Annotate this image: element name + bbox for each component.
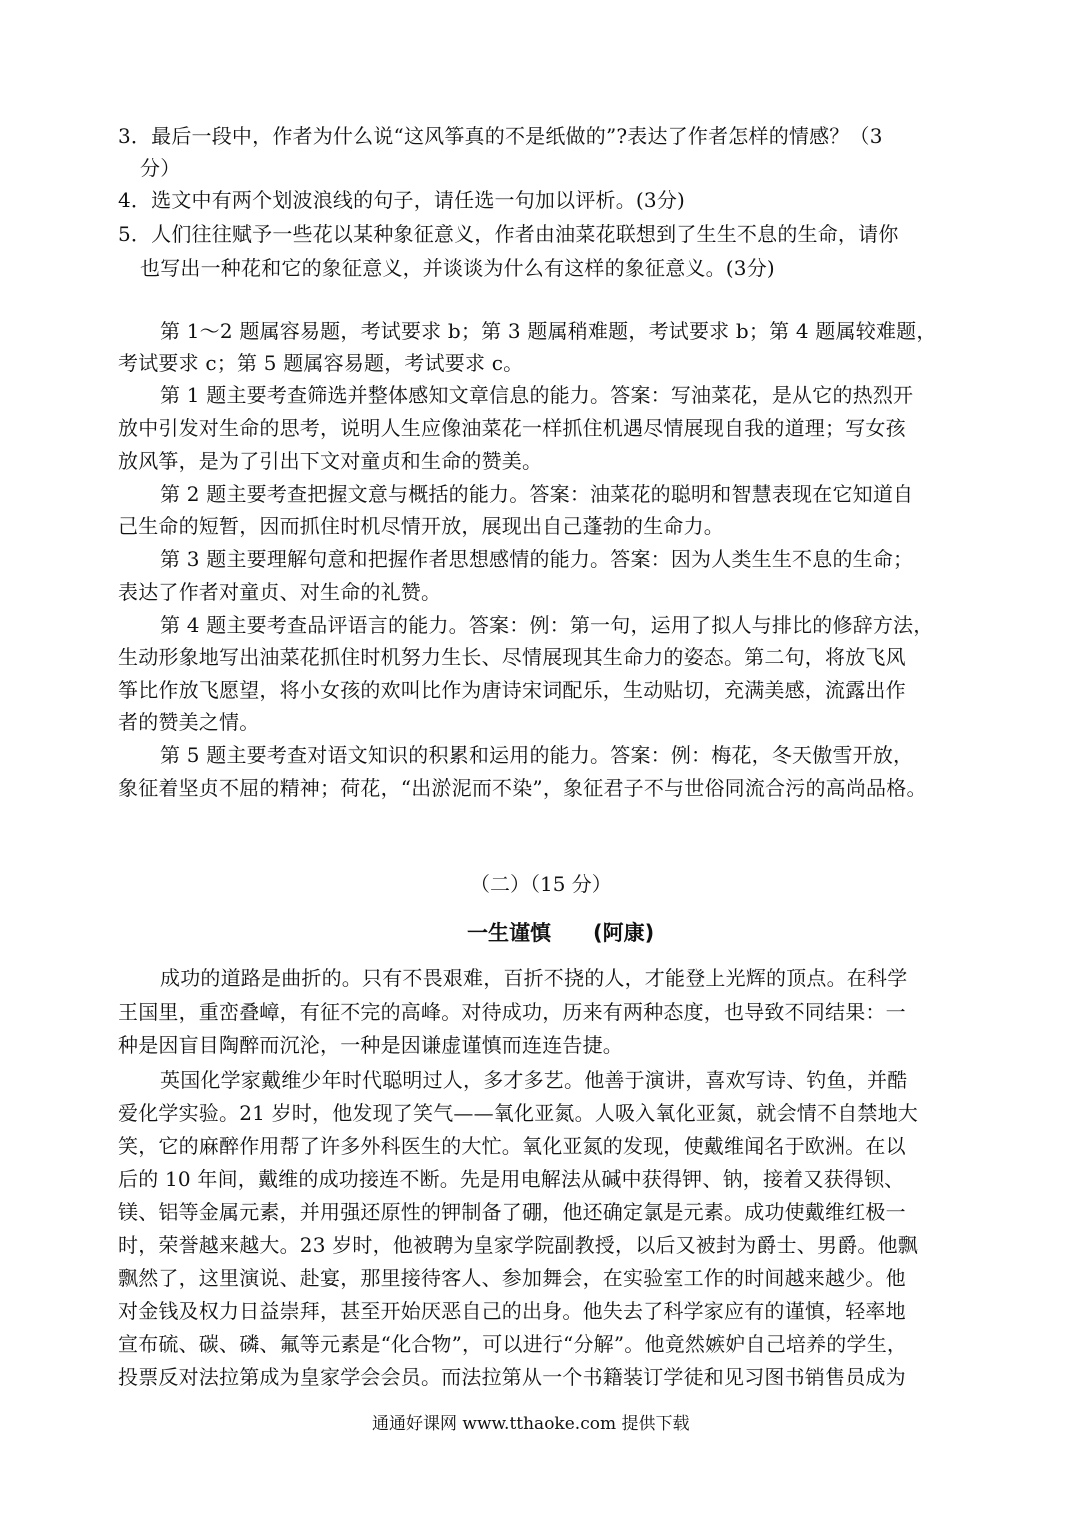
answer-line: 己生命的短暂，因而抓住时机尽情开放，展现出自己蓬勃的生命力。 <box>118 514 724 538</box>
answer-line: 者的赞美之情。 <box>118 710 260 734</box>
question-3-line-1: 3．最后一段中，作者为什么说“这风筝真的不是纸做的”?表达了作者怎样的情感？（3 <box>118 124 883 148</box>
answer-line: 筝比作放飞愿望，将小女孩的欢叫比作为唐诗宋词配乐，生动贴切，充满美感，流露出作 <box>118 678 906 702</box>
article-line: 笑，它的麻醉作用帮了许多外科医生的大忙。氧化亚氮的发现，使戴维闻名于欧洲。在以 <box>118 1134 906 1158</box>
article-line: 王国里，重峦叠嶂，有征不完的高峰。对待成功，历来有两种态度，也导致不同结果：一 <box>118 1000 906 1024</box>
article-line: 投票反对法拉第成为皇家学会会员。而法拉第从一个书籍装订学徒和见习图书销售员成为 <box>118 1365 906 1389</box>
article-line: 飘然了，这里演说、赴宴，那里接待客人、参加舞会，在实验室工作的时间越来越少。他 <box>118 1266 906 1290</box>
article-line: 英国化学家戴维少年时代聪明过人，多才多艺。他善于演讲，喜欢写诗、钓鱼，并酷 <box>160 1068 908 1092</box>
question-5-line-1: 5．人们往往赋予一些花以某种象征意义，作者由油菜花联想到了生生不息的生命，请你 <box>118 222 899 246</box>
answer-line: 第 3 题主要理解句意和把握作者思想感情的能力。答案：因为人类生生不息的生命； <box>160 547 914 571</box>
answer-line: 考试要求 c；第 5 题属容易题，考试要求 c。 <box>118 351 524 375</box>
answer-line: 第 4 题主要考查品评语言的能力。答案：例：第一句，运用了拟人与排比的修辞方法， <box>160 613 934 637</box>
section-heading: （二）（15 分） <box>470 872 612 896</box>
article-line: 对金钱及权力日益崇拜，甚至开始厌恶自己的出身。他失去了科学家应有的谨慎，轻率地 <box>118 1299 906 1323</box>
answer-line: 第 5 题主要考查对语文知识的积累和运用的能力。答案：例：梅花，冬天傲雪开放， <box>160 743 914 767</box>
article-line: 宣布硫、碳、磷、氟等元素是“化合物”，可以进行“分解”。他竟然嫉妒自己培养的学生， <box>118 1332 908 1356</box>
answer-line: 生动形象地写出油菜花抓住时机努力生长、尽情展现其生命力的姿态。第二句，将放飞风 <box>118 645 906 669</box>
article-line: 爱化学实验。21 岁时，他发现了笑气——氧化亚氮。人吸入氧化亚氮，就会情不自禁地大 <box>118 1101 919 1125</box>
article-line: 成功的道路是曲折的。只有不畏艰难，百折不挠的人，才能登上光辉的顶点。在科学 <box>160 966 908 990</box>
article-line: 时，荣誉越来越大。23 岁时，他被聘为皇家学院副教授，以后又被封为爵士、男爵。他飘 <box>118 1233 919 1257</box>
answer-line: 第 2 题主要考查把握文意与概括的能力。答案：油菜花的聪明和智慧表现在它知道自 <box>160 482 914 506</box>
answer-line: 放中引发对生命的思考，说明人生应像油菜花一样抓住机遇尽情展现自我的道理；写女孩 <box>118 416 906 440</box>
article-title: 一生谨慎 (阿康) <box>467 921 655 945</box>
answer-line: 第 1～2 题属容易题，考试要求 b；第 3 题属稍难题，考试要求 b；第 4 题属较难题， <box>160 319 937 343</box>
answer-line: 放风筝，是为了引出下文对童贞和生命的赞美。 <box>118 449 543 473</box>
answer-line: 第 1 题主要考查筛选并整体感知文章信息的能力。答案：写油菜花，是从它的热烈开 <box>160 383 914 407</box>
answer-line: 表达了作者对童贞、对生命的礼赞。 <box>118 580 442 604</box>
article-line: 后的 10 年间，戴维的成功接连不断。先是用电解法从碱中获得钾、钠，接着又获得钡、 <box>118 1167 905 1191</box>
article-line: 种是因盲目陶醉而沉沦，一种是因谦虚谨慎而连连告捷。 <box>118 1033 623 1057</box>
question-5-line-2: 也写出一种花和它的象征意义，并谈谈为什么有这样的象征意义。(3分) <box>140 256 775 280</box>
page-footer: 通通好课网 www.tthaoke.com 提供下载 <box>372 1414 690 1434</box>
answer-line: 象征着坚贞不屈的精神；荷花，“出淤泥而不染”，象征君子不与世俗同流合污的高尚品格。 <box>118 776 927 800</box>
article-line: 镁、铝等金属元素，并用强还原性的钾制备了硼，他还确定氯是元素。成功使戴维红极一 <box>118 1200 906 1224</box>
question-4: 4．选文中有两个划波浪线的句子，请任选一句加以评析。(3分) <box>118 188 686 212</box>
question-3-line-2: 分） <box>140 156 181 180</box>
